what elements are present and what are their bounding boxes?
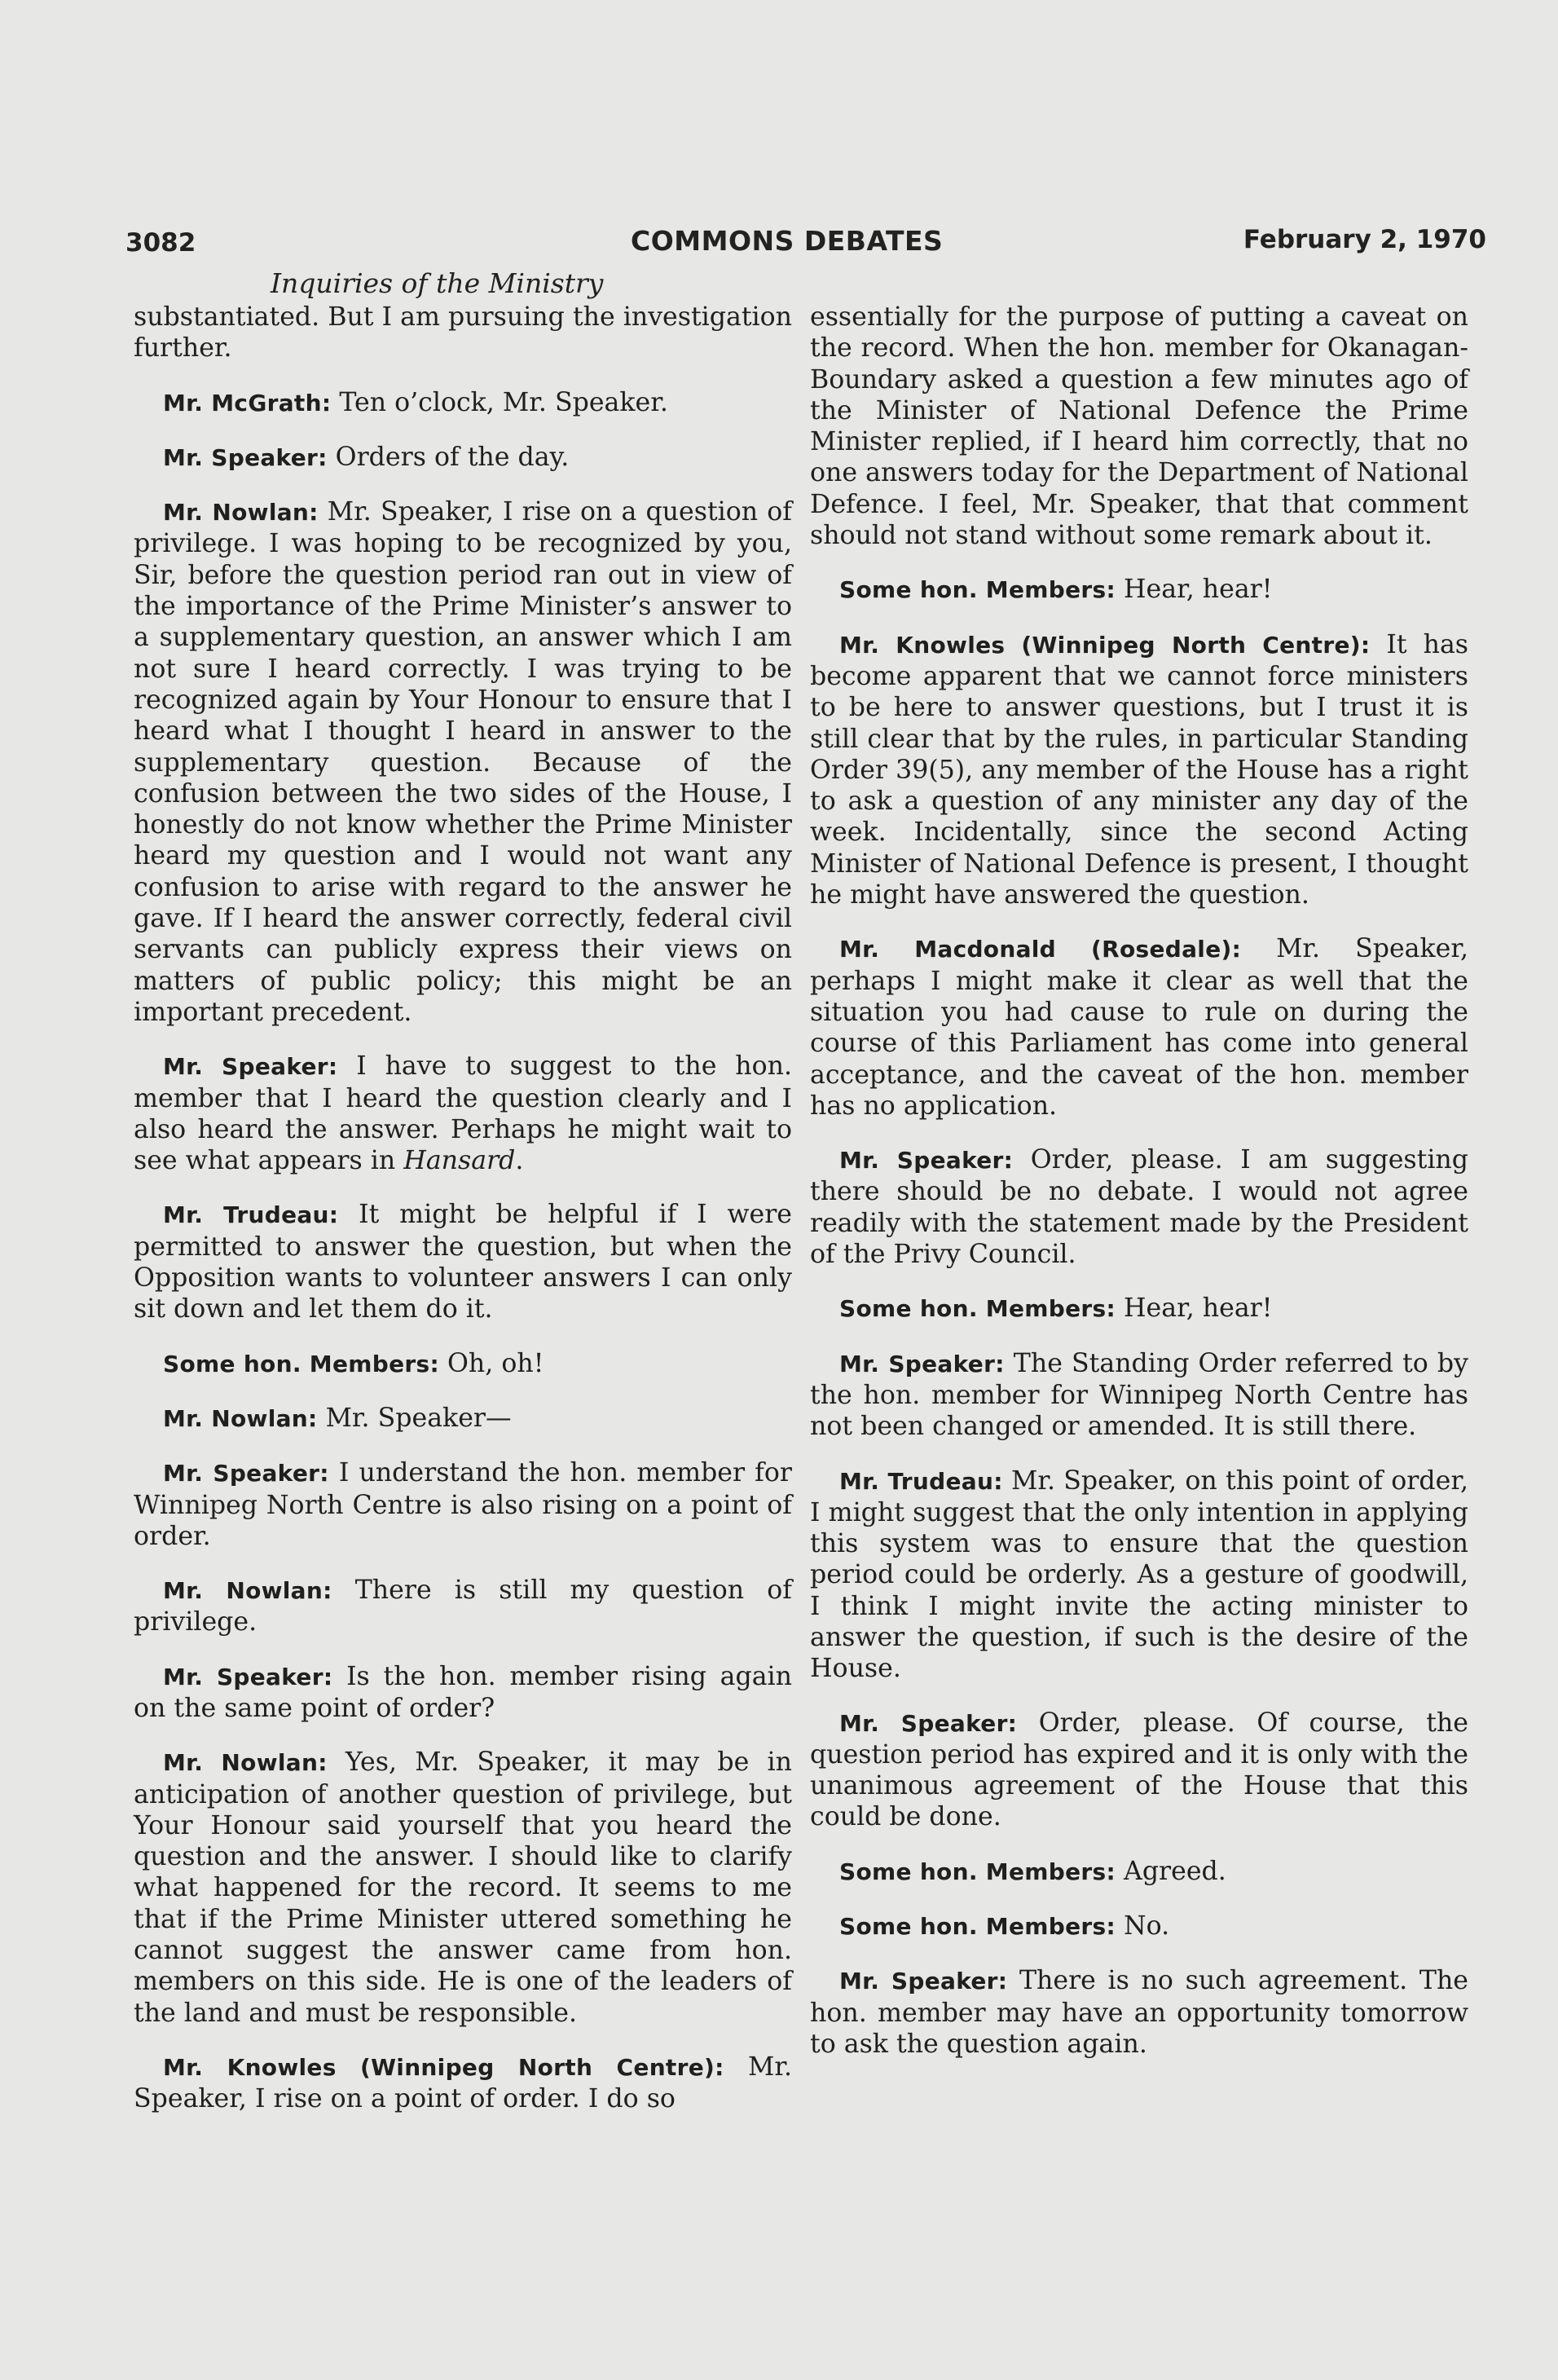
- paragraph: [134, 442, 792, 474]
- publication-reference: Hansard: [403, 1146, 516, 1176]
- speaker-name: Some hon. Members:: [839, 1295, 1116, 1323]
- speech-text: substantiated. But I am pursuing the investigation further.: [134, 302, 792, 364]
- speaker-name: Some hon. Members:: [839, 576, 1116, 604]
- speaker-name: Mr. Macdonald (Rosedale):: [839, 936, 1242, 963]
- speech-text: Hear, hear!: [1124, 575, 1273, 605]
- speaker-name: Mr. Speaker:: [163, 1053, 338, 1081]
- speaker-name: Mr. Nowlan:: [163, 499, 319, 527]
- speech-text: Mr. Speaker, perhaps I might make it clear as well that the situation you had cause to rule on during the course of this Parliament has come into general acceptance, and the caveat of the hon. member has no application.: [810, 934, 1469, 1121]
- speaker-name: Mr. Nowlan:: [163, 1577, 332, 1605]
- speaker-name: Mr. Speaker:: [163, 1663, 333, 1690]
- paragraph: [810, 1965, 1468, 2060]
- sentence-end: .: [515, 1146, 524, 1176]
- speech-text: Mr. Speaker, I rise on a point of order. I do so: [134, 2052, 792, 2114]
- speech-text: Yes, Mr. Speaker, it may be in anticipation of another question of privilege, but Your Honour said yourself that you heard the question and the answer. I should like to clarify what happened for the record. It seems to me that if the Prime Minister uttered something he cannot suggest the answer came from hon. members on this side. He is one of the leaders of the land and must be responsible.: [134, 1748, 793, 2028]
- speaker-name: Some hon. Members:: [839, 1913, 1116, 1941]
- paragraph: [810, 1144, 1468, 1270]
- speech-text: Mr. Speaker, on this point of order, I might suggest that the only intention in applying this system was to ensure that the question period could be orderly. As a gesture of goodwill, I think I might invite the acting minister to answer the question, if such is the desire of the House.: [810, 1465, 1468, 1684]
- speaker-name: Mr. McGrath:: [163, 389, 332, 416]
- right-column: [810, 302, 1468, 2082]
- paragraph: [810, 1293, 1468, 1324]
- speaker-name: Mr. Speaker:: [839, 1147, 1014, 1175]
- paragraph: [810, 1348, 1468, 1443]
- speaker-name: Some hon. Members:: [163, 1350, 439, 1377]
- speaker-name: Some hon. Members:: [839, 1858, 1116, 1885]
- paragraph: [810, 1465, 1468, 1685]
- page-number: 3082: [125, 228, 196, 258]
- speech-text: Order, please. I am suggesting there should be no debate. I would not agree readily with the statement made by the President of the Privy Council.: [810, 1145, 1469, 1270]
- paragraph: [134, 1747, 792, 2029]
- speaker-name: Mr. Knowles (Winnipeg North Centre):: [163, 2053, 724, 2081]
- speech-text: No.: [1124, 1911, 1170, 1941]
- speech-text: Mr. Speaker, I rise on a question of privilege. I was hoping to be recognized by you, Sir, before the question period ran out in view of the importance of the Prime Minister’s answer to a supplementary question, an answer which I am not sure I heard correctly. I was trying to be recognized again by Your Honour to ensure that I heard what I thought I heard in answer to the supplementary question. Because of the confusion between the two sides of the House, I honestly do not know whether the Prime Minister heard my question and I would not want any confusion to arise with regard to the answer he gave. If I heard the answer correctly, federal civil servants can publicly express their views on matters of public policy; this might be an important precedent.: [134, 497, 792, 1027]
- speaker-name: Mr. Nowlan:: [163, 1749, 328, 1777]
- speech-text: I have to suggest to the hon. member that I heard the question clearly and I also heard the answer. Perhaps he might wait to see what appears in: [134, 1051, 793, 1176]
- speaker-name: Mr. Speaker:: [839, 1968, 1008, 1995]
- paragraph: [134, 1348, 792, 1380]
- speaker-name: Mr. Speaker:: [163, 1460, 329, 1488]
- paragraph: [810, 574, 1468, 606]
- speaker-name: Mr. Speaker:: [839, 1350, 1005, 1377]
- paragraph: [134, 387, 792, 419]
- speech-text: Hear, hear!: [1124, 1294, 1273, 1324]
- speaker-name: Mr. Speaker:: [839, 1709, 1018, 1737]
- speaker-name: Mr. Trudeau:: [839, 1467, 1003, 1495]
- speech-text: It might be helpful if I were permitted to answer the question, but when the Opposition wants to volunteer answers I can only sit down and let them do it.: [134, 1200, 792, 1324]
- speech-text: Mr. Speaker—: [325, 1403, 512, 1433]
- paragraph: [810, 302, 1468, 551]
- speech-text: The Standing Order referred to by the hon. member for Winnipeg North Centre has not been changed or amended. It is still there.: [810, 1348, 1468, 1442]
- paragraph: [134, 2052, 792, 2115]
- publication-title: COMMONS DEBATES: [631, 225, 944, 257]
- speaker-name: Mr. Nowlan:: [163, 1404, 318, 1432]
- paragraph: [810, 629, 1468, 911]
- speaker-name: Mr. Knowles (Winnipeg North Centre):: [839, 631, 1371, 659]
- issue-date: February 2, 1970: [1243, 225, 1486, 254]
- speech-text: Order, please. Of course, the question period has expired and it is only with the unanimous agreement of the House that this could be done.: [810, 1708, 1468, 1832]
- paragraph: [134, 1457, 792, 1552]
- speech-text: Orders of the day.: [335, 442, 570, 472]
- paragraph: [134, 496, 792, 1028]
- speech-text: Ten o’clock, Mr. Speaker.: [339, 387, 668, 417]
- paragraph: [134, 1661, 792, 1725]
- paragraph: [134, 1051, 792, 1176]
- paragraph: [810, 1708, 1468, 1833]
- paragraph: [134, 1575, 792, 1638]
- speech-text: I understand the hon. member for Winnipeg North Centre is also rising on a point of order.: [134, 1458, 793, 1551]
- speech-text: Is the hon. member rising again on the same point of order?: [134, 1661, 793, 1723]
- left-column: [134, 302, 792, 2138]
- speech-text: There is still my question of privilege.: [134, 1576, 792, 1637]
- page-header: [125, 218, 1486, 267]
- speech-text: There is no such agreement. The hon. member may have an opportunity tomorrow to ask the question again.: [810, 1966, 1468, 2059]
- paragraph: [810, 933, 1468, 1122]
- running-head: Inquiries of the Ministry: [271, 267, 604, 299]
- speech-text: It has become apparent that we cannot force ministers to be here to answer questions, but I trust it is still clear that by the rules, in particular Standing Order 39(5), any member of the House has a right to ask a question of any minister any day of the week. Incidentally, since the second Acting Minister of National Defence is present, I thought he might have answered the question.: [810, 629, 1468, 910]
- speech-text: Agreed.: [1124, 1856, 1226, 1886]
- speaker-name: Mr. Trudeau:: [163, 1201, 339, 1229]
- speaker-name: Mr. Speaker:: [163, 443, 328, 471]
- paragraph: [134, 1403, 792, 1435]
- speech-text: essentially for the purpose of putting a caveat on the record. When the hon. member for Okanagan-Boundary asked a question a few minutes ago of the Minister of National Defence the Prime Minister replied, if I heard him correctly, that no one answers today for the Department of National Defence. I feel, Mr. Speaker, that that comment should not stand without some remark about it.: [810, 302, 1468, 551]
- paragraph: [134, 302, 792, 364]
- paragraph: [810, 1856, 1468, 1888]
- paragraph: [810, 1911, 1468, 1942]
- paragraph: [134, 1199, 792, 1324]
- speech-text: Oh, oh!: [447, 1348, 544, 1378]
